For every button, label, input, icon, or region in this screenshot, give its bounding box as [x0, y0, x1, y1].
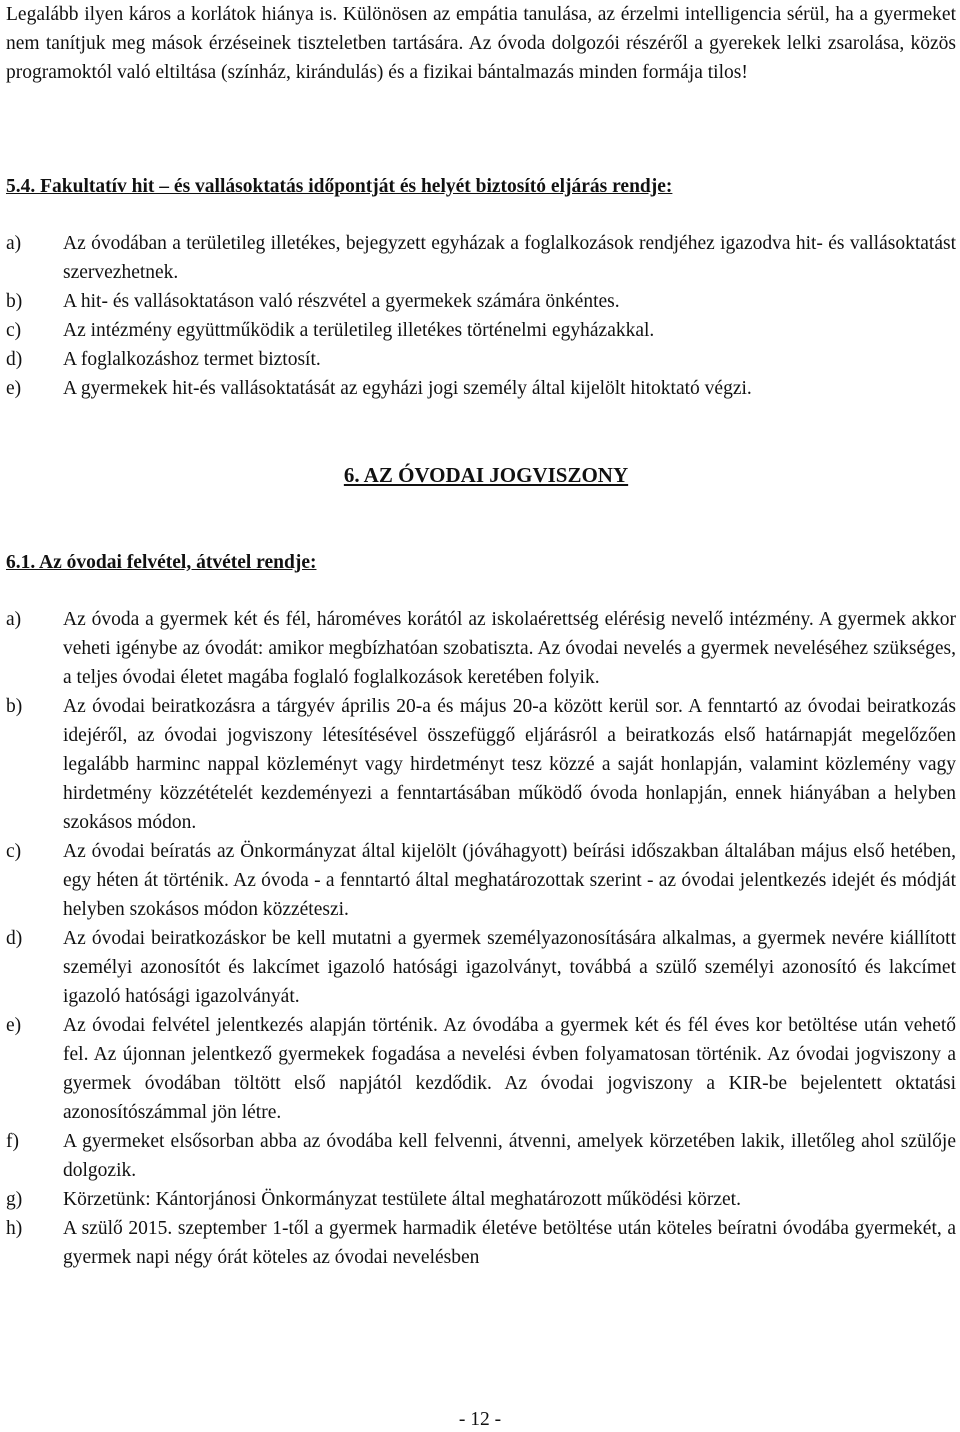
- list-item-text: Az óvodai beiratkozáskor be kell mutatni a gyermek személyazonosítására alkalmas, a gyermek nevére kiállított személyi azonosítót és lakcímet igazoló hatósági igazolványt, továbbá a szülő személyi azonosító és lakcímet igazoló hatósági igazolványát.: [63, 928, 956, 1007]
- section-6-1-heading: 6.1. Az óvodai felvétel, átvétel rendje:: [6, 552, 317, 573]
- list-item: [6, 345, 956, 374]
- section-5-4-list: [6, 229, 956, 403]
- list-item: [6, 1214, 956, 1272]
- list-marker: d): [6, 349, 23, 370]
- list-item-text: A gyermeket elsősorban abba az óvodába kell felvenni, átvenni, amelyek körzetében lakik, illetőleg ahol szülője dolgozik.: [63, 1131, 956, 1181]
- list-item-text: A szülő 2015. szeptember 1-től a gyermek harmadik életéve betöltése után köteles beíratni óvodába gyermekét, a gyermek napi négy órát köteles az óvodai nevelésben: [63, 1218, 956, 1268]
- section-6-1-list: [6, 605, 956, 1272]
- list-item-text: Az óvodai beíratás az Önkormányzat által kijelölt (jóváhagyott) beírási időszakban általában május első hetében, egy héten át történik. Az óvoda - a fenntartó által meghatározottak szerint - az óvodai jelentkezés idejét és módját helyben szokásos módon közzéteszi.: [63, 841, 956, 920]
- list-item: [6, 605, 956, 692]
- list-item-text: Az óvoda a gyermek két és fél, hároméves korától az iskolaérettség elérésig nevelő intézmény. A gyermek akkor veheti igénybe az óvodát: amikor megbízhatóan szobatiszta. Az óvodai nevelés a gyermek neveléséhez szükséges, a teljes óvodai életet magába foglaló foglalkozások keretében folyik.: [63, 609, 956, 688]
- list-item-text: Az óvodai felvétel jelentkezés alapján történik. Az óvodába a gyermek két és fél éves kor betöltése után vehető fel. Az újonnan jelentkező gyermekek fogadása a nevelési évben folyamatosan történik. Az óvodai jogviszony a gyermek óvodában töltött első napjától kezdődik. Az óvodai jogviszony a KIR-be bejelentett oktatási azonosítószámmal jön létre.: [63, 1015, 956, 1123]
- list-item: [6, 837, 956, 924]
- list-marker: e): [6, 378, 22, 399]
- list-marker: h): [6, 1218, 23, 1239]
- intro-paragraph: Legalább ilyen káros a korlátok hiánya is. Különösen az empátia tanulása, az érzelmi intelligencia sérül, ha a gyermeket nem tanítjuk meg mások érzéseinek tiszteletben tartására. Az óvoda dolgozói részéről a gyerekek lelki zsarolása, közös programoktól való eltiltása (színház, kirándulás) és a fizikai bántalmazás minden formája tilos!: [6, 4, 956, 83]
- list-marker: b): [6, 696, 23, 717]
- list-marker: b): [6, 291, 23, 312]
- list-item: [6, 287, 956, 316]
- list-marker: a): [6, 609, 22, 630]
- list-item-text: A foglalkozáshoz termet biztosít.: [63, 349, 321, 370]
- list-item: [6, 1011, 956, 1127]
- list-marker: g): [6, 1189, 23, 1210]
- list-item: [6, 1185, 956, 1214]
- document-page: [6, 0, 956, 1268]
- list-item: [6, 924, 956, 1011]
- list-marker: f): [6, 1131, 19, 1152]
- list-marker: c): [6, 841, 22, 862]
- page-number: - 12 -: [458, 1409, 502, 1430]
- list-item-text: Az intézmény együttműködik a területileg illetékes történelmi egyházakkal.: [63, 320, 655, 341]
- list-marker: a): [6, 233, 22, 254]
- chapter-6-heading: 6. AZ ÓVODAI JOGVISZONY: [343, 463, 629, 487]
- list-item-text: Körzetünk: Kántorjánosi Önkormányzat testülete által meghatározott működési körzet.: [63, 1189, 741, 1210]
- list-item-text: A hit- és vallásoktatáson való részvétel a gyermekek számára önkéntes.: [63, 291, 620, 312]
- list-marker: e): [6, 1015, 22, 1036]
- list-item-text: Az óvodai beiratkozásra a tárgyév április 20-a és május 20-a között kerül sor. A fenntartó az óvodai beiratkozás idejéről, az óvodai jogviszony létesítésével összefüggő eljárásról a beiratkozás első határnapját megelőzően legalább harminc nappal közleményt vagy hirdetményt tesz közzé a saját honlapján, valamint közlemény vagy hirdetmény közzétételét kezdeményezi a fenntartásában működő óvoda honlapján, ennek hiányában a helyben szokásos módon.: [63, 696, 956, 833]
- section-5-4-heading: 5.4. Fakultatív hit – és vallásoktatás időpontját és helyét biztosító eljárás rendje:: [6, 176, 673, 197]
- list-item: [6, 374, 956, 403]
- list-item-text: A gyermekek hit-és vallásoktatását az egyházi jogi személy által kijelölt hitoktató végzi.: [63, 378, 752, 399]
- list-marker: c): [6, 320, 22, 341]
- list-item: [6, 692, 956, 837]
- list-item-text: Az óvodában a területileg illetékes, bejegyzett egyházak a foglalkozások rendjéhez igazodva hit- és vallásoktatást szervezhetnek.: [63, 233, 956, 283]
- list-item: [6, 229, 956, 287]
- list-item: [6, 1127, 956, 1185]
- list-item: [6, 316, 956, 345]
- list-marker: d): [6, 928, 23, 949]
